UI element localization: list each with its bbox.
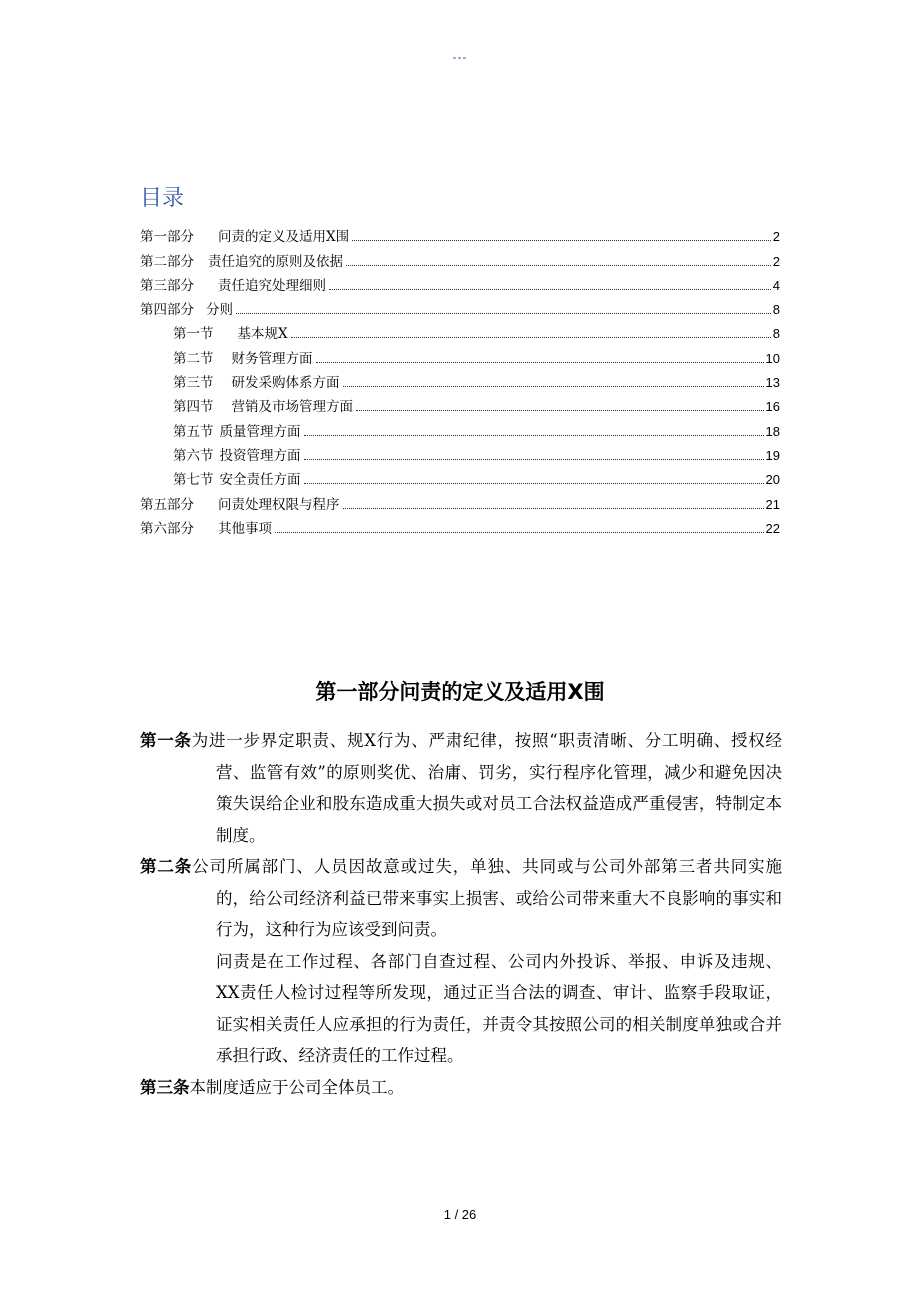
toc-entry-number: 第二部分 bbox=[140, 253, 194, 270]
section-title: 第一部分问责的定义及适用X围 bbox=[315, 680, 605, 704]
toc-entry-text: 营销及市场管理方面 bbox=[231, 399, 353, 416]
toc-entry-part-2[interactable] bbox=[140, 246, 780, 270]
toc-entry-number: 第一部分 bbox=[140, 229, 194, 246]
toc-leader-dots bbox=[236, 312, 771, 314]
toc-entry-section-2[interactable] bbox=[140, 343, 780, 367]
article-1 bbox=[140, 725, 782, 851]
toc-entry-part-1[interactable] bbox=[140, 222, 780, 246]
toc-entry-text: 其他事项 bbox=[218, 520, 272, 537]
article-label: 第三条 bbox=[140, 1077, 190, 1097]
toc-leader-dots bbox=[346, 264, 771, 266]
toc-entry-number: 第六节 bbox=[173, 447, 214, 464]
section-body bbox=[140, 725, 782, 1103]
toc-entry-section-1[interactable] bbox=[140, 319, 780, 343]
toc-entry-number: 第六部分 bbox=[140, 520, 194, 537]
toc-entry-number: 第五节 bbox=[173, 423, 214, 440]
toc-entry-page: 4 bbox=[772, 277, 780, 293]
toc-leader-dots bbox=[304, 482, 764, 484]
toc-entry-page: 8 bbox=[772, 302, 780, 318]
toc-leader-dots bbox=[304, 458, 764, 460]
toc-entry-number: 第四部分 bbox=[140, 302, 194, 319]
toc-title: 目录 bbox=[140, 186, 185, 211]
toc-entry-number: 第五部分 bbox=[140, 496, 194, 513]
toc-entry-text: 投资管理方面 bbox=[219, 447, 301, 464]
toc-entry-text: 分则 bbox=[206, 302, 233, 319]
article-2 bbox=[140, 851, 782, 946]
toc-entry-page: 2 bbox=[772, 253, 780, 269]
toc-leader-dots bbox=[304, 434, 764, 436]
toc-leader-dots bbox=[275, 531, 764, 533]
toc-entry-number: 第三节 bbox=[173, 375, 214, 392]
toc-entry-page: 20 bbox=[765, 472, 780, 488]
toc-entry-section-3[interactable] bbox=[140, 368, 780, 392]
article-label: 第二条 bbox=[140, 857, 193, 876]
toc-leader-dots bbox=[316, 361, 764, 363]
toc-leader-dots bbox=[343, 385, 764, 387]
header-mark: --- bbox=[452, 50, 468, 64]
toc-leader-dots bbox=[352, 239, 771, 241]
toc-entry-page: 18 bbox=[765, 423, 780, 439]
toc-entry-page: 2 bbox=[772, 229, 780, 245]
toc-entry-section-4[interactable] bbox=[140, 392, 780, 416]
toc-entry-section-7[interactable] bbox=[140, 465, 780, 489]
toc-entry-number: 第四节 bbox=[173, 399, 214, 416]
article-text: 公司所属部门、人员因故意或过失，单独、共同或与公司外部第三者共同实施的，给公司经济利益已带来事实上损害、或给公司带来重大不良影响的事实和行为，这种行为应该受到问责。 bbox=[192, 857, 782, 939]
toc-entry-text: 安全责任方面 bbox=[219, 472, 301, 489]
toc-entry-number: 第一节 bbox=[173, 326, 214, 343]
toc-entry-page: 8 bbox=[772, 326, 780, 342]
toc-entry-number: 第三部分 bbox=[140, 277, 194, 294]
toc-entry-part-5[interactable] bbox=[140, 489, 780, 513]
toc-entry-part-3[interactable] bbox=[140, 271, 780, 295]
article-3 bbox=[140, 1072, 782, 1104]
toc-entry-text: 研发采购体系方面 bbox=[231, 375, 340, 392]
article-2-paragraph: 问责是在工作过程、各部门自查过程、公司内外投诉、举报、申诉及违规、XX责任人检讨过程等所发现，通过正当合法的调查、审计、监察手段取证，证实相关责任人应承担的行为责任，并责令其按照公司的相关制度单独或合并承担行政、经济责任的工作过程。 bbox=[216, 951, 782, 1065]
toc-leader-dots bbox=[291, 336, 771, 338]
toc-entry-part-6[interactable] bbox=[140, 514, 780, 538]
toc-entry-text: 财务管理方面 bbox=[231, 350, 313, 367]
article-label: 第一条 bbox=[140, 731, 192, 750]
table-of-contents bbox=[140, 222, 780, 538]
article-text: 为进一步界定职责、规X行为、严肃纪律，按照“职责清晰、分工明确、授权经营、监管有效”的原则奖优、治庸、罚劣，实行程序化管理，减少和避免因决策失误给企业和股东造成重大损失或对员工合法权益造成严重侵害，特制定本制度。 bbox=[191, 731, 783, 845]
toc-entry-text: 问责处理权限与程序 bbox=[218, 496, 340, 513]
toc-leader-dots bbox=[329, 288, 771, 290]
toc-entry-page: 16 bbox=[765, 399, 780, 415]
toc-entry-section-5[interactable] bbox=[140, 416, 780, 440]
toc-entry-text: 基本规X bbox=[237, 326, 288, 343]
toc-entry-part-4[interactable] bbox=[140, 295, 780, 319]
toc-entry-text: 责任追究的原则及依据 bbox=[208, 253, 343, 270]
toc-entry-page: 22 bbox=[765, 520, 780, 536]
toc-entry-text: 质量管理方面 bbox=[219, 423, 301, 440]
toc-entry-page: 10 bbox=[765, 350, 780, 366]
page-indicator: 1 / 26 bbox=[443, 1207, 477, 1222]
toc-entry-section-6[interactable] bbox=[140, 441, 780, 465]
toc-entry-page: 13 bbox=[765, 375, 780, 391]
toc-entry-number: 第七节 bbox=[173, 472, 214, 489]
toc-entry-page: 19 bbox=[765, 447, 780, 463]
toc-entry-page: 21 bbox=[765, 496, 780, 512]
toc-leader-dots bbox=[356, 409, 764, 411]
toc-entry-text: 问责的定义及适用X围 bbox=[218, 229, 350, 246]
toc-leader-dots bbox=[343, 507, 764, 509]
toc-entry-text: 责任追究处理细则 bbox=[218, 277, 326, 294]
article-text: 本制度适应于公司全体员工。 bbox=[189, 1077, 404, 1097]
toc-entry-number: 第二节 bbox=[173, 350, 214, 367]
